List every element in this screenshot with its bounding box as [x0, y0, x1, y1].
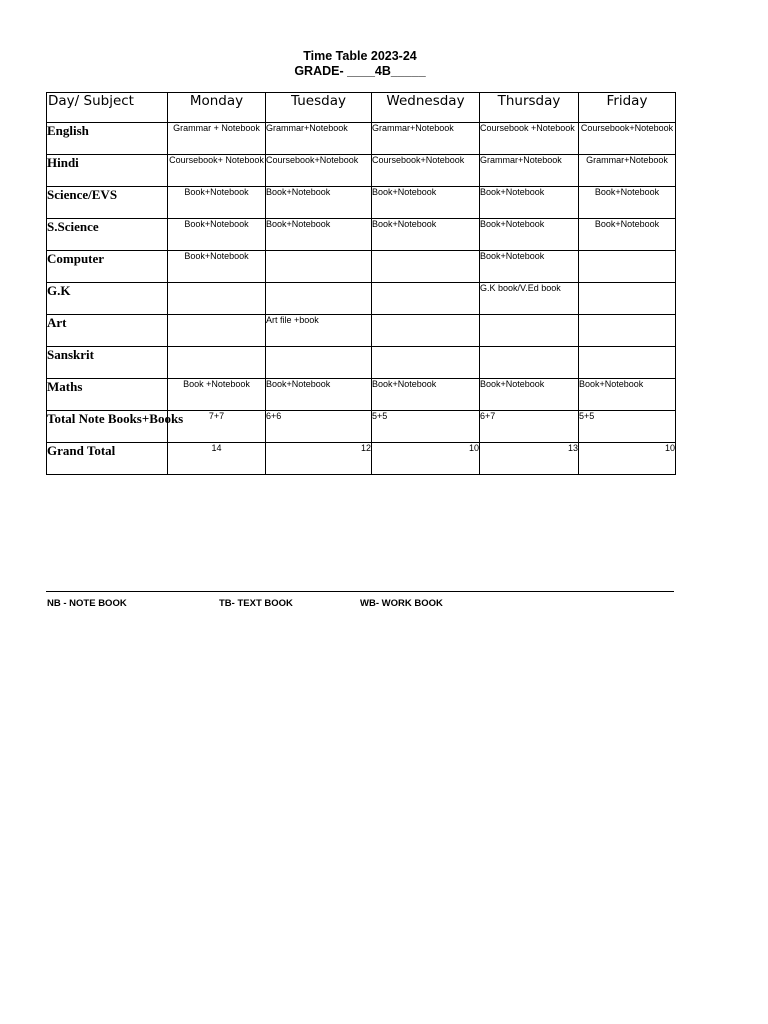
cell-wednesday: Book+Notebook [372, 219, 480, 251]
cell-monday [168, 283, 266, 315]
header-monday: Monday [168, 93, 266, 123]
row-gk [47, 283, 676, 315]
cell-monday: Book+Notebook [168, 187, 266, 219]
row-s-science [47, 219, 676, 251]
cell-friday [579, 315, 676, 347]
cell-friday: 5+5 [579, 411, 676, 443]
row-computer [47, 251, 676, 283]
header-thursday: Thursday [480, 93, 579, 123]
page-title: Time Table 2023-24 [303, 49, 417, 63]
cell-friday: Book+Notebook [579, 219, 676, 251]
cell-friday: Book+Notebook [579, 379, 676, 411]
subject-label: Computer [47, 251, 168, 283]
cell-tuesday: Coursebook+Notebook [266, 155, 372, 187]
cell-friday [579, 251, 676, 283]
cell-monday: 7+7 [168, 411, 266, 443]
row-total-books [47, 411, 676, 443]
row-sanskrit [47, 347, 676, 379]
cell-tuesday: 12 [266, 443, 372, 475]
cell-thursday: Book+Notebook [480, 187, 579, 219]
cell-thursday [480, 347, 579, 379]
cell-wednesday [372, 283, 480, 315]
cell-tuesday [266, 347, 372, 379]
cell-monday: Coursebook+ Notebook [168, 155, 266, 187]
cell-monday [168, 347, 266, 379]
cell-tuesday: 6+6 [266, 411, 372, 443]
cell-thursday: 13 [480, 443, 579, 475]
cell-friday: Book+Notebook [579, 187, 676, 219]
cell-thursday: Book+Notebook [480, 219, 579, 251]
header-wednesday: Wednesday [372, 93, 480, 123]
header-day-subject: Day/ Subject [47, 93, 168, 123]
cell-monday: Book+Notebook [168, 251, 266, 283]
cell-wednesday [372, 251, 480, 283]
cell-monday: Grammar + Notebook [168, 123, 266, 155]
cell-wednesday [372, 315, 480, 347]
legend-nb: NB - NOTE BOOK [47, 598, 127, 609]
subject-label: S.Science [47, 219, 168, 251]
grade-label: GRADE- ____4B_____ [294, 64, 426, 78]
row-science-evs [47, 187, 676, 219]
row-grand-total [47, 443, 676, 475]
subject-label: Maths [47, 379, 168, 411]
subject-label: Sanskrit [47, 347, 168, 379]
cell-monday [168, 315, 266, 347]
cell-wednesday: Coursebook+Notebook [372, 155, 480, 187]
header-row [47, 93, 676, 123]
timetable [46, 92, 676, 475]
subject-label: G.K [47, 283, 168, 315]
subject-label: Art [47, 315, 168, 347]
cell-tuesday: Art file +book [266, 315, 372, 347]
subject-label: Grand Total [47, 443, 168, 475]
cell-wednesday: 10 [372, 443, 480, 475]
row-art [47, 315, 676, 347]
header-tuesday: Tuesday [266, 93, 372, 123]
subject-label: Hindi [47, 155, 168, 187]
cell-thursday: Book+Notebook [480, 379, 579, 411]
cell-tuesday: Grammar+Notebook [266, 123, 372, 155]
cell-friday [579, 347, 676, 379]
cell-thursday [480, 315, 579, 347]
cell-monday: Book+Notebook [168, 219, 266, 251]
cell-monday: Book +Notebook [168, 379, 266, 411]
cell-thursday: Coursebook +Notebook [480, 123, 579, 155]
cell-tuesday: Book+Notebook [266, 219, 372, 251]
row-hindi [47, 155, 676, 187]
cell-wednesday: Book+Notebook [372, 187, 480, 219]
subject-label: Total Note Books+Books [47, 411, 168, 443]
cell-friday: Grammar+Notebook [579, 155, 676, 187]
cell-wednesday [372, 347, 480, 379]
cell-wednesday: Grammar+Notebook [372, 123, 480, 155]
cell-thursday: Grammar+Notebook [480, 155, 579, 187]
cell-wednesday: Book+Notebook [372, 379, 480, 411]
cell-tuesday [266, 283, 372, 315]
legend-tb: TB- TEXT BOOK [219, 598, 293, 609]
header-friday: Friday [579, 93, 676, 123]
cell-tuesday: Book+Notebook [266, 187, 372, 219]
subject-label: English [47, 123, 168, 155]
cell-monday: 14 [168, 443, 266, 475]
row-maths [47, 379, 676, 411]
cell-wednesday: 5+5 [372, 411, 480, 443]
cell-tuesday [266, 251, 372, 283]
cell-thursday: Book+Notebook [480, 251, 579, 283]
cell-thursday: G.K book/V.Ed book [480, 283, 579, 315]
cell-tuesday: Book+Notebook [266, 379, 372, 411]
divider-line [46, 591, 674, 592]
cell-friday: Coursebook+Notebook [579, 123, 676, 155]
cell-thursday: 6+7 [480, 411, 579, 443]
legend-wb: WB- WORK BOOK [360, 598, 443, 609]
cell-friday [579, 283, 676, 315]
subject-label: Science/EVS [47, 187, 168, 219]
row-english [47, 123, 676, 155]
cell-friday: 10 [579, 443, 676, 475]
